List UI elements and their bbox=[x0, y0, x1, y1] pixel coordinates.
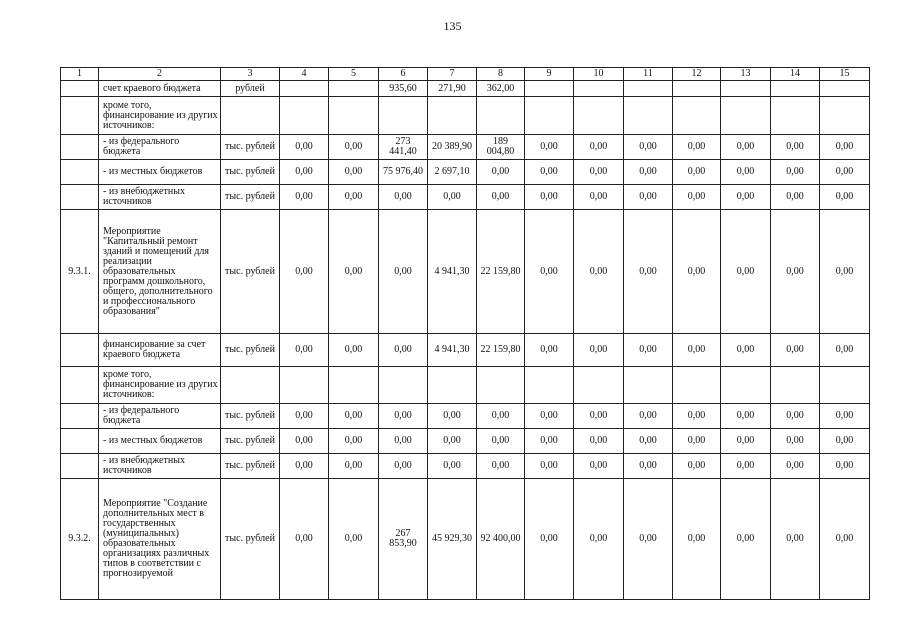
value-cell: 0,00 bbox=[280, 404, 329, 429]
value-cell: 0,00 bbox=[673, 429, 721, 454]
item-number-cell bbox=[61, 81, 99, 97]
table-row bbox=[61, 97, 870, 135]
value-cell: 0,00 bbox=[329, 135, 379, 160]
value-cell: 0,00 bbox=[477, 454, 525, 479]
table-row bbox=[61, 185, 870, 210]
column-header: 3 bbox=[221, 68, 280, 81]
unit-cell: тыс. рублей bbox=[221, 334, 280, 367]
value-cell bbox=[721, 81, 771, 97]
column-header: 15 bbox=[820, 68, 870, 81]
unit-cell: тыс. рублей bbox=[221, 210, 280, 334]
value-cell: 22 159,80 bbox=[477, 210, 525, 334]
value-cell bbox=[477, 367, 525, 404]
value-cell bbox=[820, 97, 870, 135]
value-cell bbox=[428, 367, 477, 404]
value-cell bbox=[721, 367, 771, 404]
value-cell: 0,00 bbox=[820, 454, 870, 479]
unit-cell: тыс. рублей bbox=[221, 404, 280, 429]
value-cell: 0,00 bbox=[673, 454, 721, 479]
value-cell: 0,00 bbox=[721, 185, 771, 210]
value-cell bbox=[525, 367, 574, 404]
value-cell: 0,00 bbox=[280, 185, 329, 210]
value-cell bbox=[280, 367, 329, 404]
item-number-cell bbox=[61, 454, 99, 479]
value-cell bbox=[525, 97, 574, 135]
table-row bbox=[61, 210, 870, 334]
page-number: 135 bbox=[443, 19, 462, 33]
value-cell: 0,00 bbox=[771, 160, 820, 185]
value-cell bbox=[771, 367, 820, 404]
value-cell bbox=[673, 97, 721, 135]
value-cell: 271,90 bbox=[428, 81, 477, 97]
value-cell bbox=[525, 81, 574, 97]
value-cell: 0,00 bbox=[771, 454, 820, 479]
value-cell: 0,00 bbox=[624, 160, 673, 185]
value-cell: 0,00 bbox=[721, 210, 771, 334]
table-row bbox=[61, 135, 870, 160]
value-cell bbox=[820, 81, 870, 97]
item-number-cell bbox=[61, 160, 99, 185]
item-number-cell bbox=[61, 429, 99, 454]
value-cell: 0,00 bbox=[525, 479, 574, 600]
unit-cell: тыс. рублей bbox=[221, 429, 280, 454]
value-cell: 0,00 bbox=[624, 404, 673, 429]
value-cell: 935,60 bbox=[379, 81, 428, 97]
value-cell: 75 976,40 bbox=[379, 160, 428, 185]
column-header: 6 bbox=[379, 68, 428, 81]
value-cell: 0,00 bbox=[280, 210, 329, 334]
value-cell: 0,00 bbox=[379, 185, 428, 210]
value-cell: 0,00 bbox=[820, 160, 870, 185]
value-cell: 0,00 bbox=[721, 429, 771, 454]
value-cell: 0,00 bbox=[428, 404, 477, 429]
value-cell: 0,00 bbox=[574, 160, 624, 185]
description-cell: Мероприятие "Капитальный ремонт зданий и помещений для реализации образовательных программ дошкольного, общего, дополнительного и профессионального образования" bbox=[99, 210, 221, 334]
value-cell bbox=[771, 81, 820, 97]
value-cell: 4 941,30 bbox=[428, 210, 477, 334]
value-cell bbox=[280, 81, 329, 97]
table-row bbox=[61, 367, 870, 404]
value-cell: 0,00 bbox=[673, 135, 721, 160]
description-cell: - из местных бюджетов bbox=[99, 429, 221, 454]
table-row bbox=[61, 334, 870, 367]
value-cell: 0,00 bbox=[329, 210, 379, 334]
value-cell: 0,00 bbox=[624, 135, 673, 160]
value-cell: 0,00 bbox=[721, 135, 771, 160]
item-number-cell bbox=[61, 97, 99, 135]
table-row bbox=[61, 160, 870, 185]
value-cell: 0,00 bbox=[673, 479, 721, 600]
value-cell bbox=[329, 97, 379, 135]
unit-cell: тыс. рублей bbox=[221, 454, 280, 479]
value-cell: 4 941,30 bbox=[428, 334, 477, 367]
value-cell: 0,00 bbox=[624, 185, 673, 210]
value-cell: 0,00 bbox=[673, 404, 721, 429]
value-cell: 0,00 bbox=[574, 135, 624, 160]
value-cell: 0,00 bbox=[329, 404, 379, 429]
value-cell bbox=[477, 97, 525, 135]
value-cell: 0,00 bbox=[771, 404, 820, 429]
table-row bbox=[61, 404, 870, 429]
table-row bbox=[61, 479, 870, 600]
value-cell bbox=[280, 97, 329, 135]
value-cell: 0,00 bbox=[574, 479, 624, 600]
value-cell: 0,00 bbox=[525, 160, 574, 185]
value-cell: 0,00 bbox=[721, 454, 771, 479]
value-cell: 0,00 bbox=[771, 479, 820, 600]
value-cell: 0,00 bbox=[280, 454, 329, 479]
value-cell: 362,00 bbox=[477, 81, 525, 97]
value-cell: 0,00 bbox=[820, 404, 870, 429]
value-cell: 0,00 bbox=[673, 210, 721, 334]
value-cell: 0,00 bbox=[574, 185, 624, 210]
value-cell: 0,00 bbox=[673, 185, 721, 210]
value-cell: 0,00 bbox=[525, 210, 574, 334]
unit-cell: тыс. рублей bbox=[221, 135, 280, 160]
value-cell: 0,00 bbox=[820, 210, 870, 334]
value-cell: 0,00 bbox=[477, 185, 525, 210]
value-cell: 0,00 bbox=[820, 334, 870, 367]
description-cell: - из внебюджетных источников bbox=[99, 454, 221, 479]
value-cell: 45 929,30 bbox=[428, 479, 477, 600]
value-cell: 2 697,10 bbox=[428, 160, 477, 185]
description-cell: финансирование за счет краевого бюджета bbox=[99, 334, 221, 367]
value-cell: 0,00 bbox=[428, 429, 477, 454]
item-number-cell bbox=[61, 185, 99, 210]
column-header: 1 bbox=[61, 68, 99, 81]
table-header-row bbox=[61, 68, 870, 81]
value-cell: 0,00 bbox=[477, 404, 525, 429]
value-cell: 0,00 bbox=[379, 210, 428, 334]
value-cell: 0,00 bbox=[280, 479, 329, 600]
item-number-cell: 9.3.1. bbox=[61, 210, 99, 334]
description-cell: - из федерального бюджета bbox=[99, 135, 221, 160]
value-cell: 0,00 bbox=[329, 479, 379, 600]
description-cell: кроме того, финансирование из других источников: bbox=[99, 97, 221, 135]
description-cell: счет краевого бюджета bbox=[99, 81, 221, 97]
value-cell: 0,00 bbox=[329, 334, 379, 367]
item-number-cell bbox=[61, 404, 99, 429]
item-number-cell bbox=[61, 367, 99, 404]
value-cell: 0,00 bbox=[721, 160, 771, 185]
value-cell: 0,00 bbox=[721, 404, 771, 429]
value-cell: 189 004,80 bbox=[477, 135, 525, 160]
column-header: 11 bbox=[624, 68, 673, 81]
column-header: 7 bbox=[428, 68, 477, 81]
value-cell: 0,00 bbox=[624, 210, 673, 334]
column-header: 8 bbox=[477, 68, 525, 81]
value-cell: 0,00 bbox=[771, 185, 820, 210]
value-cell: 0,00 bbox=[280, 334, 329, 367]
value-cell: 0,00 bbox=[329, 454, 379, 479]
value-cell: 0,00 bbox=[379, 429, 428, 454]
value-cell: 0,00 bbox=[771, 429, 820, 454]
value-cell bbox=[771, 97, 820, 135]
unit-cell: тыс. рублей bbox=[221, 160, 280, 185]
value-cell bbox=[574, 367, 624, 404]
value-cell: 0,00 bbox=[624, 479, 673, 600]
item-number-cell: 9.3.2. bbox=[61, 479, 99, 600]
column-header: 12 bbox=[673, 68, 721, 81]
value-cell bbox=[820, 367, 870, 404]
value-cell bbox=[673, 367, 721, 404]
value-cell: 0,00 bbox=[329, 429, 379, 454]
column-header: 10 bbox=[574, 68, 624, 81]
value-cell: 0,00 bbox=[379, 454, 428, 479]
column-header: 13 bbox=[721, 68, 771, 81]
value-cell: 0,00 bbox=[525, 334, 574, 367]
value-cell: 0,00 bbox=[624, 429, 673, 454]
value-cell: 0,00 bbox=[525, 404, 574, 429]
column-header: 2 bbox=[99, 68, 221, 81]
value-cell bbox=[574, 81, 624, 97]
unit-cell: рублей bbox=[221, 81, 280, 97]
description-cell: - из федерального бюджета bbox=[99, 404, 221, 429]
unit-cell bbox=[221, 367, 280, 404]
table-row bbox=[61, 81, 870, 97]
value-cell: 0,00 bbox=[525, 135, 574, 160]
description-cell: - из внебюджетных источников bbox=[99, 185, 221, 210]
value-cell bbox=[624, 367, 673, 404]
value-cell: 267 853,90 bbox=[379, 479, 428, 600]
value-cell bbox=[379, 367, 428, 404]
description-cell: - из местных бюджетов bbox=[99, 160, 221, 185]
table-row bbox=[61, 454, 870, 479]
value-cell: 0,00 bbox=[771, 210, 820, 334]
value-cell: 0,00 bbox=[673, 334, 721, 367]
value-cell: 0,00 bbox=[329, 160, 379, 185]
value-cell: 0,00 bbox=[820, 135, 870, 160]
value-cell: 0,00 bbox=[624, 454, 673, 479]
value-cell bbox=[329, 367, 379, 404]
value-cell bbox=[329, 81, 379, 97]
value-cell: 0,00 bbox=[280, 429, 329, 454]
value-cell: 273 441,40 bbox=[379, 135, 428, 160]
value-cell: 0,00 bbox=[428, 185, 477, 210]
value-cell: 0,00 bbox=[721, 479, 771, 600]
value-cell: 0,00 bbox=[428, 454, 477, 479]
table-row bbox=[61, 429, 870, 454]
value-cell: 0,00 bbox=[329, 185, 379, 210]
value-cell: 0,00 bbox=[280, 135, 329, 160]
value-cell: 0,00 bbox=[574, 210, 624, 334]
column-header: 9 bbox=[525, 68, 574, 81]
value-cell: 0,00 bbox=[673, 160, 721, 185]
description-cell: Мероприятие "Создание дополнительных мест в государственных (муниципальных) образовательных организациях различных типов в соответствии с прогнозируемой bbox=[99, 479, 221, 600]
value-cell: 0,00 bbox=[379, 334, 428, 367]
value-cell: 0,00 bbox=[574, 404, 624, 429]
unit-cell: тыс. рублей bbox=[221, 185, 280, 210]
column-header: 4 bbox=[280, 68, 329, 81]
value-cell: 0,00 bbox=[721, 334, 771, 367]
value-cell: 22 159,80 bbox=[477, 334, 525, 367]
unit-cell: тыс. рублей bbox=[221, 479, 280, 600]
value-cell: 0,00 bbox=[477, 429, 525, 454]
value-cell: 0,00 bbox=[820, 185, 870, 210]
value-cell bbox=[379, 97, 428, 135]
value-cell: 0,00 bbox=[574, 454, 624, 479]
value-cell bbox=[624, 81, 673, 97]
value-cell: 0,00 bbox=[771, 135, 820, 160]
item-number-cell bbox=[61, 334, 99, 367]
budget-table bbox=[60, 67, 870, 600]
value-cell: 0,00 bbox=[624, 334, 673, 367]
value-cell: 0,00 bbox=[525, 429, 574, 454]
item-number-cell bbox=[61, 135, 99, 160]
value-cell: 0,00 bbox=[477, 160, 525, 185]
column-header: 5 bbox=[329, 68, 379, 81]
description-cell: кроме того, финансирование из других источников: bbox=[99, 367, 221, 404]
value-cell bbox=[574, 97, 624, 135]
column-header: 14 bbox=[771, 68, 820, 81]
value-cell: 0,00 bbox=[574, 429, 624, 454]
value-cell bbox=[721, 97, 771, 135]
value-cell: 0,00 bbox=[771, 334, 820, 367]
value-cell bbox=[428, 97, 477, 135]
value-cell: 0,00 bbox=[280, 160, 329, 185]
value-cell: 0,00 bbox=[820, 479, 870, 600]
value-cell: 0,00 bbox=[525, 454, 574, 479]
value-cell: 20 389,90 bbox=[428, 135, 477, 160]
value-cell bbox=[624, 97, 673, 135]
value-cell: 0,00 bbox=[379, 404, 428, 429]
unit-cell bbox=[221, 97, 280, 135]
value-cell: 0,00 bbox=[574, 334, 624, 367]
value-cell: 92 400,00 bbox=[477, 479, 525, 600]
value-cell bbox=[673, 81, 721, 97]
value-cell: 0,00 bbox=[820, 429, 870, 454]
value-cell: 0,00 bbox=[525, 185, 574, 210]
